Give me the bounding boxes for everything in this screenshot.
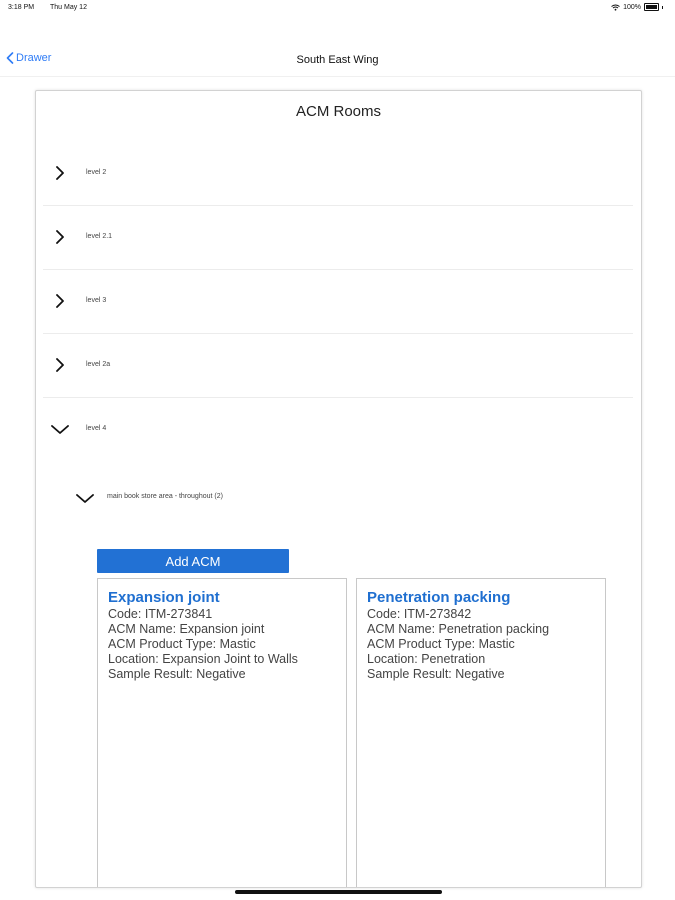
battery-icon <box>644 3 659 11</box>
card-product-type: ACM Product Type: Mastic <box>108 637 256 651</box>
card-acm-name: ACM Name: Expansion joint <box>108 622 265 636</box>
level-label: level 4 <box>86 425 107 432</box>
chevron-right-icon <box>53 230 67 244</box>
level-label: level 3 <box>86 297 107 304</box>
card-title: Penetration packing <box>367 589 511 606</box>
chevron-down-icon <box>51 422 69 436</box>
status-date: Thu May 12 <box>50 4 87 11</box>
status-time: 3:18 PM <box>8 4 35 11</box>
acm-card[interactable] <box>97 578 347 888</box>
card-location: Location: Expansion Joint to Walls <box>108 652 298 666</box>
wifi-icon <box>611 4 620 11</box>
nav-title: South East Wing <box>296 54 379 66</box>
add-acm-button[interactable]: Add ACM <box>97 549 289 573</box>
room-label: main book store area - throughout (2) <box>107 493 223 500</box>
navigation-bar <box>0 44 675 77</box>
battery-percent: 100% <box>623 3 641 11</box>
panel-title: ACM Rooms <box>295 103 381 120</box>
level-label: level 2 <box>86 169 107 176</box>
level-row-level-2[interactable] <box>43 141 633 206</box>
card-title: Expansion joint <box>108 589 220 606</box>
status-right <box>611 3 663 11</box>
status-bar <box>0 0 675 18</box>
card-location: Location: Penetration <box>367 652 486 666</box>
back-label: Drawer <box>16 52 52 64</box>
chevron-down-icon <box>76 491 94 505</box>
acm-card[interactable] <box>356 578 606 888</box>
card-code: Code: ITM-273841 <box>108 607 213 621</box>
card-sample-result: Sample Result: Negative <box>367 667 505 681</box>
card-acm-name: ACM Name: Penetration packing <box>367 622 550 636</box>
home-indicator[interactable] <box>235 890 442 894</box>
level-row-level-3[interactable] <box>43 269 633 334</box>
chevron-right-icon <box>53 166 67 180</box>
level-row-level-2a[interactable] <box>43 333 633 398</box>
card-sample-result: Sample Result: Negative <box>108 667 246 681</box>
room-row[interactable] <box>76 489 576 509</box>
card-product-type: ACM Product Type: Mastic <box>367 637 515 651</box>
level-row-level-2-1[interactable] <box>43 205 633 270</box>
level-label: level 2.1 <box>86 233 113 240</box>
level-label: level 2a <box>86 361 111 368</box>
card-code: Code: ITM-273842 <box>367 607 472 621</box>
acm-rooms-panel <box>35 90 642 888</box>
chevron-right-icon <box>53 358 67 372</box>
chevron-right-icon <box>53 294 67 308</box>
battery-tip <box>662 6 663 9</box>
level-row-level-4[interactable] <box>43 397 633 461</box>
